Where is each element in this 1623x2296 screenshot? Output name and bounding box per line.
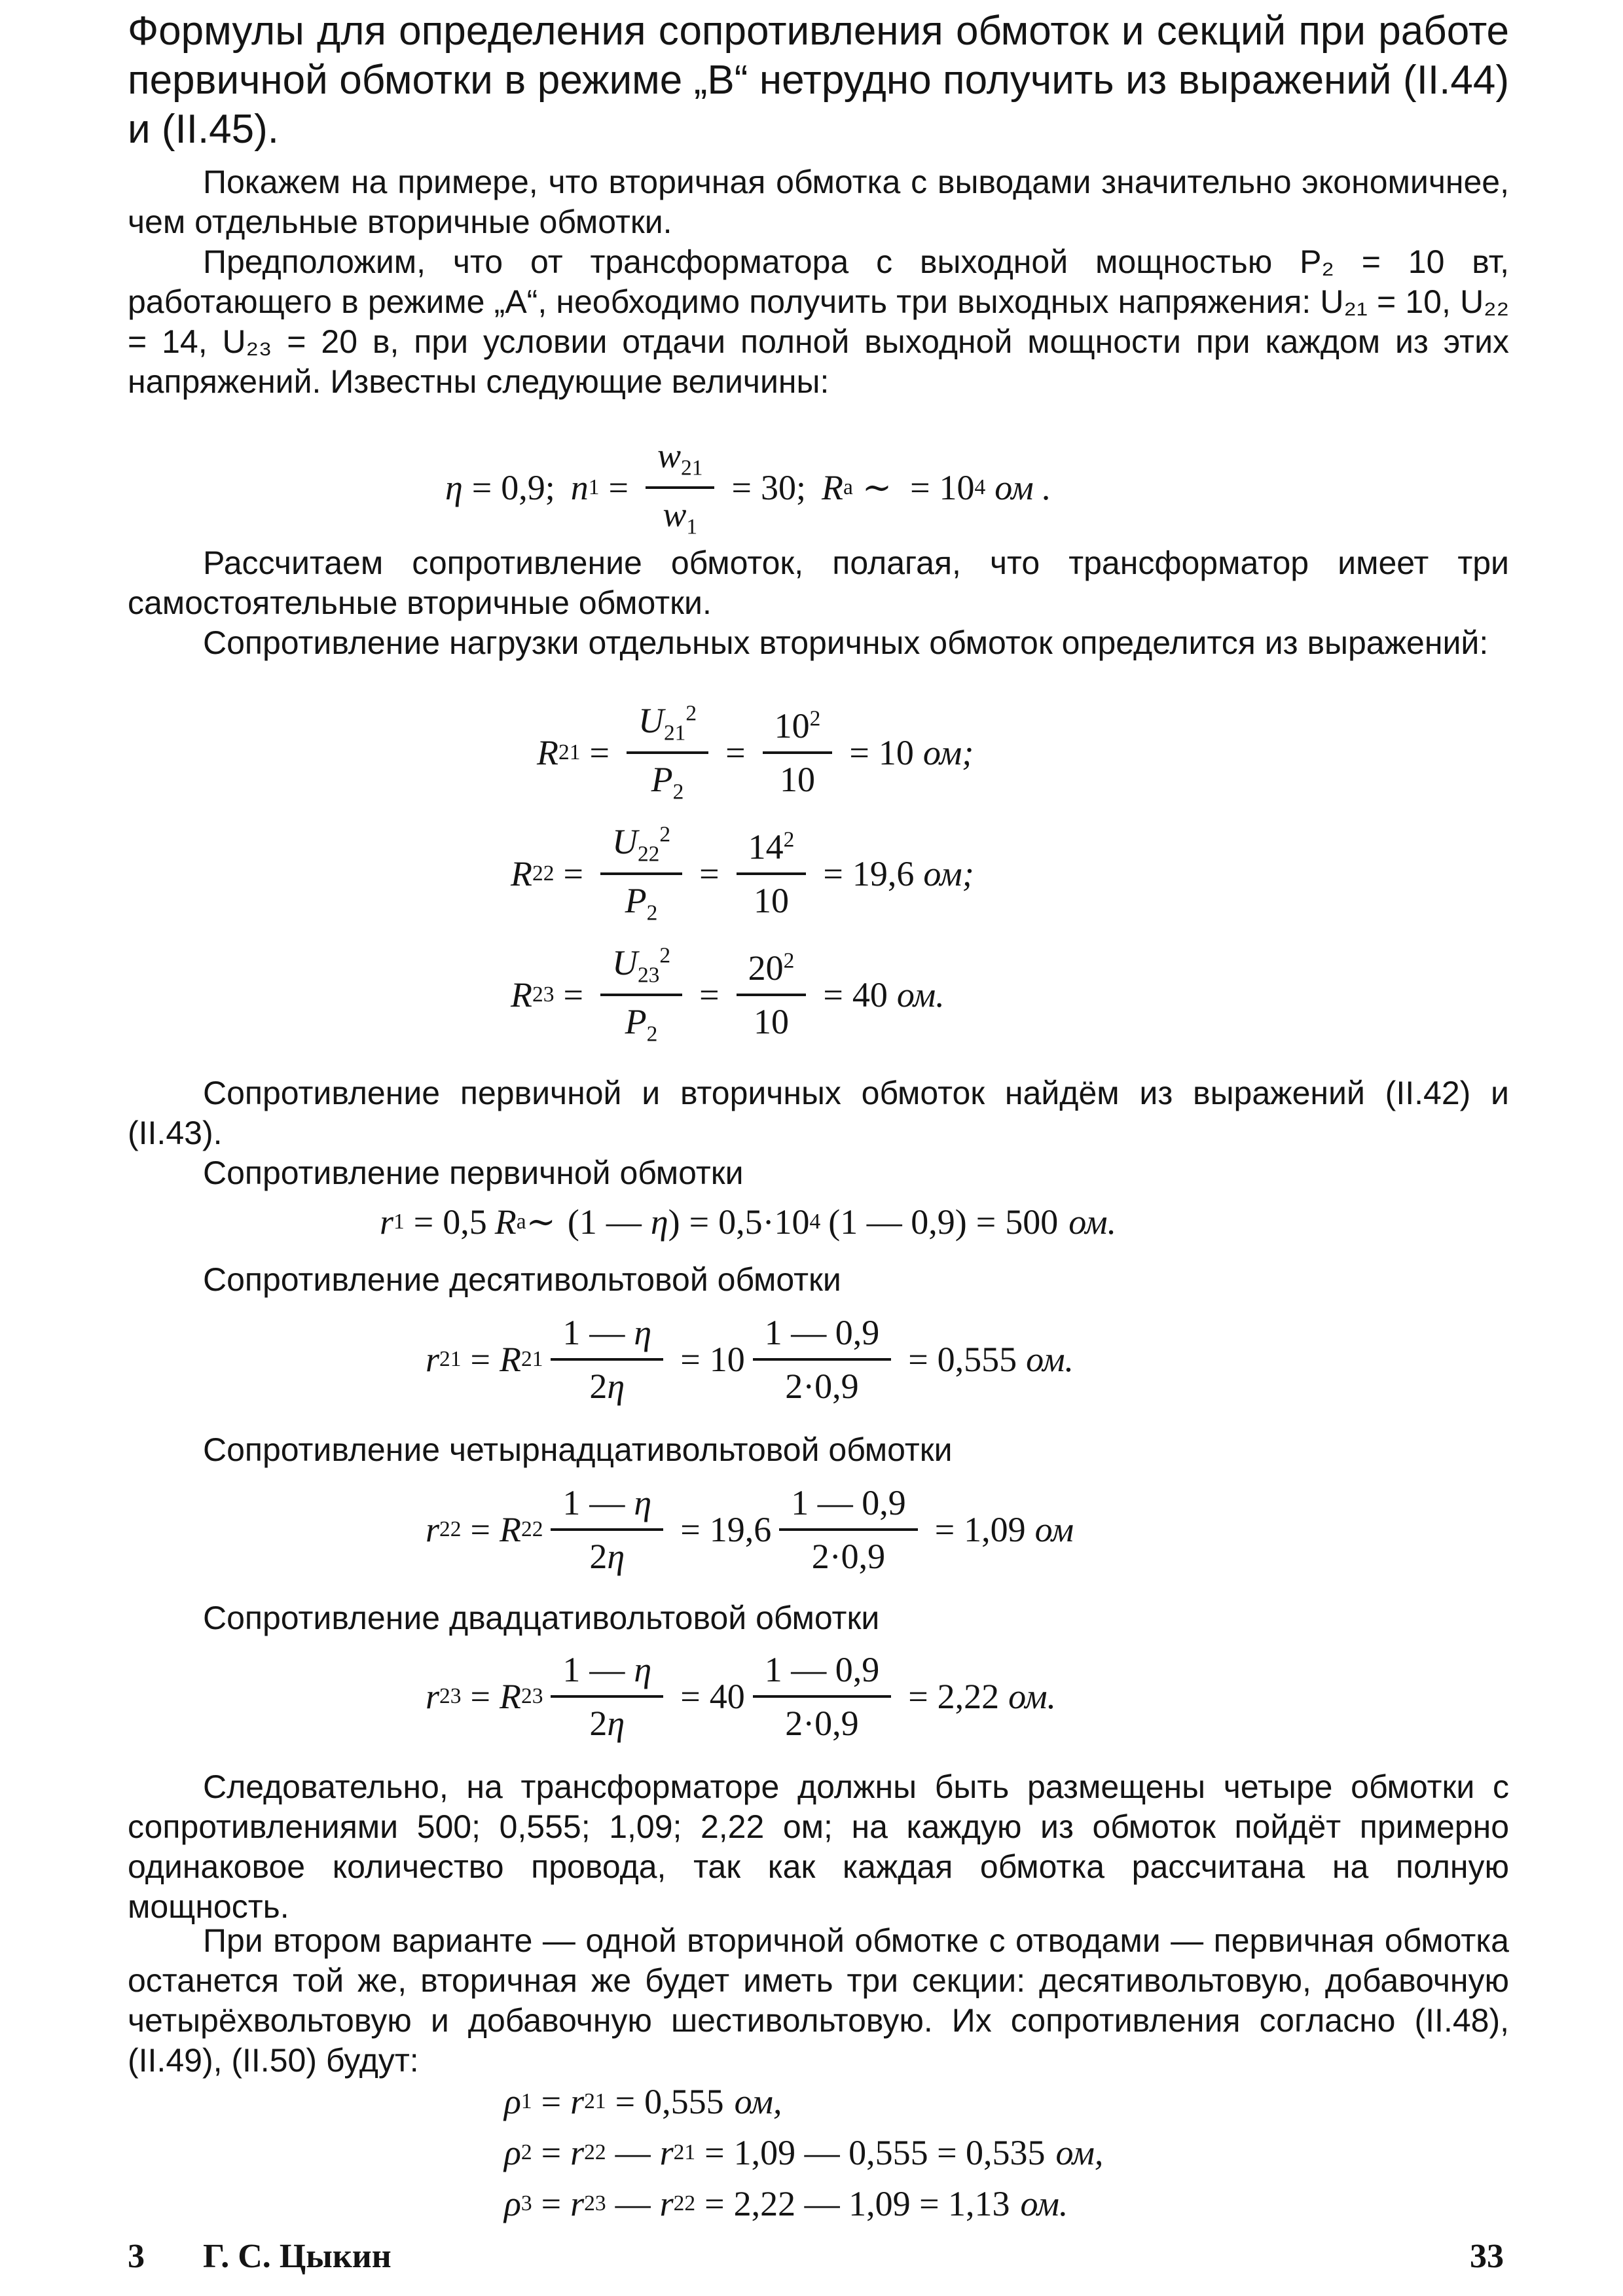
paragraph-windings: Сопротивление первичной и вторичных обмоток найдём из выражений (II.42) и (II.43). bbox=[128, 1075, 1509, 1151]
formula-res23: r 23 = R 23 $\frac{1 — \eta}{2\eta}$ = 40 $\frac{1 — 0,9}{2\cdot 0,9}$ = 2,22 ом. bbox=[426, 1650, 1057, 1743]
paragraph-assume: Предположим, что от трансформатора с выходной мощностью P₂ = 10 вт, работающего в режиме „A“, необходимо получить три выходных напряжения: U₂₁ = 10, U₂₂ = 14, U₂₃ = 20 в, при условии отдачи полной выходной мощности при каждом из этих напряжений. Известны следующие величины: bbox=[128, 243, 1509, 400]
label-fourteen-volt: Сопротивление четырнадцативольтовой обмотки bbox=[203, 1431, 953, 1468]
formula-rho2: ρ 2 = r 22 — r 21 = 1,09 — 0,555 = 0,535 ом, bbox=[504, 2133, 1104, 2172]
formula-res21: r 21 = R 21 $\frac{1 — \eta}{2\eta}$ = 10 $\frac{1 — 0,9}{2\cdot 0,9}$ = 0,555 ом. bbox=[426, 1313, 1074, 1406]
label-ten-volt: Сопротивление десятивольтовой обмотки bbox=[203, 1261, 841, 1298]
formula-r22: R 22 = $\frac{U_{22}^2}{P_2}$ = $\frac{14^2}{10}$ = 19,6 ом; bbox=[511, 822, 974, 925]
footer-author: Г. С. Цыкин bbox=[203, 2238, 392, 2275]
paragraph-calc: Рассчитаем сопротивление обмоток, полагая, что трансформатор имеет три самостоятельные вторичные обмотки. bbox=[128, 545, 1509, 621]
intro-paragraph: Формулы для определения сопротивления обмоток и секций при работе первичной обмотки в режиме „В“ нетрудно получить из выражений (II.44) и (II.45). bbox=[128, 9, 1509, 152]
formula-r1: r 1 = 0,5 R a ∼ ( 1 — η ) = 0,5·10 4 (1 — 0,9) = 500 ом. bbox=[380, 1202, 1117, 1242]
paragraph-load: Сопротивление нагрузки отдельных вторичных обмоток определится из выражений: bbox=[203, 624, 1489, 661]
label-twenty-volt: Сопротивление двадцативольтовой обмотки bbox=[203, 1600, 880, 1636]
footer-signature-mark: 3 bbox=[128, 2238, 145, 2275]
formula-res22: r 22 = R 22 $\frac{1 — \eta}{2\eta}$ = 19,6 $\frac{1 — 0,9}{2\cdot 0,9}$ = 1,09 ом bbox=[426, 1483, 1074, 1576]
page-number: 33 bbox=[1470, 2238, 1504, 2275]
formula-r21: R 21 = $\frac{U_{21}^2}{P_2}$ = $\frac{10^2}{10}$ = 10 ом; bbox=[537, 701, 974, 804]
formula-rho3: ρ 3 = r 23 — r 22 = 2,22 — 1,09 = 1,13 ом. bbox=[504, 2184, 1068, 2223]
formula-r23: R 23 = $\frac{U_{23}^2}{P_2}$ = $\frac{20^2}{10}$ = 40 ом. bbox=[511, 943, 945, 1047]
formula-rho1: ρ 1 = r 21 = 0,555 ом, bbox=[504, 2082, 782, 2121]
paragraph-consequently: Следовательно, на трансформаторе должны быть размещены четыре обмотки с сопротивлениями 500; 0,555; 1,09; 2,22 ом; на каждую из обмоток пойдёт примерно одинаковое количество провода, так как каждая обмотка рассчитана на полную мощность. bbox=[128, 1768, 1509, 1925]
paragraph-second-variant: При втором варианте — одной вторичной обмотке с отводами — первичная обмотка останется той же, вторичная же будет иметь три секции: десятивольтовую, добавочную четырёхвольтовую и добавочную шестивольтовую. Их сопротивления согласно (II.48), (II.49), (II.50) будут: bbox=[128, 1922, 1509, 2079]
formula-known-values: η = 0,9; n 1 = $\frac{w_{21}}{w_1}$ = 30; R a ∼ = 10 4 ом . bbox=[445, 436, 1051, 539]
label-primary: Сопротивление первичной обмотки bbox=[203, 1155, 744, 1191]
paragraph-example: Покажем на примере, что вторичная обмотка с выводами значительно экономичнее, чем отдельные вторичные обмотки. bbox=[128, 164, 1509, 240]
